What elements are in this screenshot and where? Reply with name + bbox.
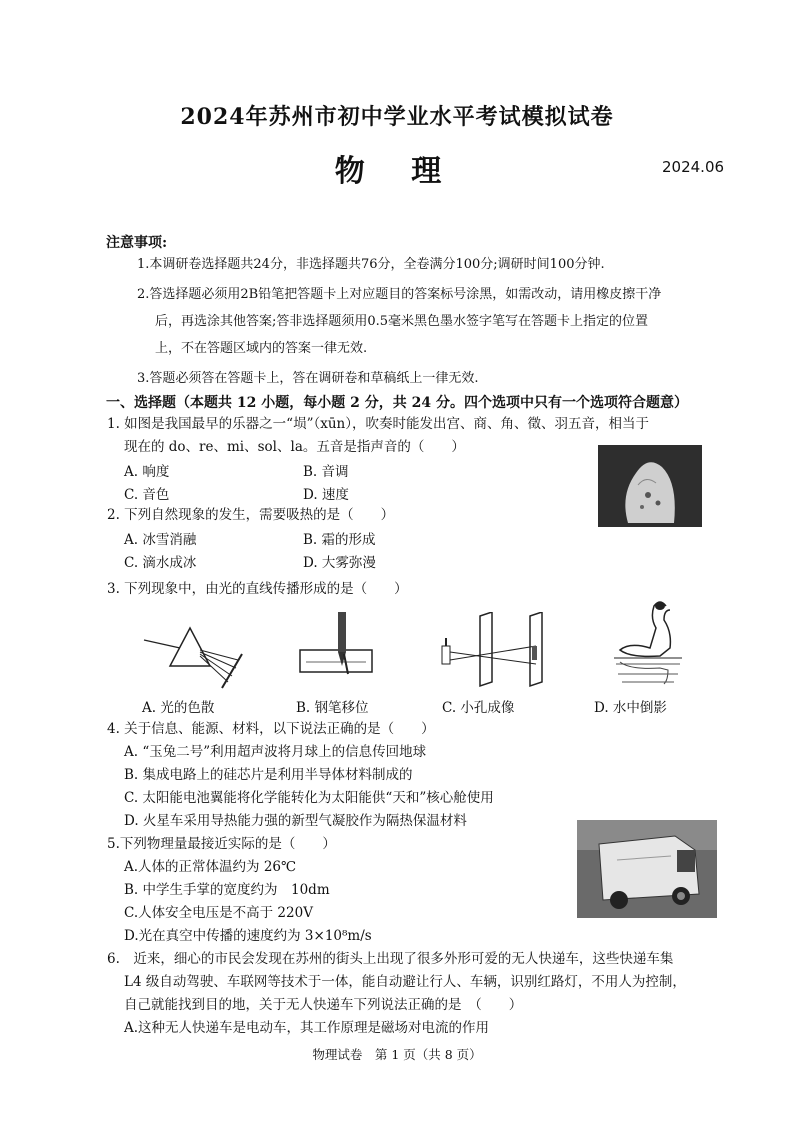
notes-heading: 注意事项: [106, 235, 168, 251]
xun-instrument-photo [598, 445, 702, 527]
q2-option-c: C. 滴水成冰 [124, 555, 197, 571]
q6-stem-line-1: 6. 近来，细心的市民会发现在苏州的街头上出现了很多外形可爱的无人快递车，这些快递车集 [107, 951, 674, 967]
q4-option-b: B. 集成电路上的硅芯片是利用半导体材料制成的 [124, 767, 413, 783]
q4-option-d: D. 火星车采用导热能力强的新型气凝胶作为隔热保温材料 [124, 813, 467, 829]
q3-stem: 3. 下列现象中，由光的直线传播形成的是（ ） [107, 581, 408, 597]
exam-date: 2024.06 [662, 158, 725, 176]
q1-stem-line-2: 现在的 do、re、mi、sol、la。五音是指声音的（ ） [124, 439, 465, 455]
q6-option-a: A.这种无人快递车是电动车，其工作原理是磁场对电流的作用 [124, 1020, 490, 1036]
note-1: 1.本调研卷选择题共24分，非选择题共76分，全卷满分100分;调研时间100分钟. [137, 257, 605, 272]
q3-option-a: A. 光的色散 [142, 700, 215, 716]
q5-option-b: B. 中学生手掌的宽度约为 10dm [124, 882, 330, 898]
q5-option-c: C.人体安全电压是不高于 220V [124, 905, 313, 921]
q3-option-c: C. 小孔成像 [442, 700, 515, 716]
q1-option-b: B. 音调 [303, 464, 349, 480]
section-heading-choice: 一、选择题（本题共 12 小题，每小题 2 分，共 24 分。四个选项中只有一个选项符合题意） [106, 395, 688, 411]
note-2-line-1: 2.答选择题必须用2B铅笔把答题卡上对应题目的答案标号涂黑，如需改动，请用橡皮擦干净 [137, 287, 662, 302]
prism-dispersion-figure [140, 608, 250, 690]
q2-option-d: D. 大雾弥漫 [303, 555, 376, 571]
q6-stem-line-3: 自己就能找到目的地，关于无人快递车下列说法正确的是 （ ） [124, 997, 523, 1013]
delivery-vehicle-photo [577, 820, 717, 918]
q3-option-b: B. 钢笔移位 [296, 700, 369, 716]
note-2-line-2: 后，再选涂其他答案;答非选择题须用0.5毫米黑色墨水签字笔写在答题卡上指定的位置 [155, 314, 649, 329]
q5-option-d: D.光在真空中传播的速度约为 3×10⁸m/s [124, 928, 372, 944]
pen-displacement-figure [296, 610, 376, 690]
q1-option-d: D. 速度 [303, 487, 349, 503]
q6-stem-line-2: L4 级自动驾驶、车联网等技术于一体，能自动避让行人、车辆，识别红路灯，不用人为控制， [124, 974, 686, 990]
water-reflection-figure [610, 598, 686, 690]
note-2-line-3: 上，不在答题区域内的答案一律无效. [155, 341, 368, 356]
q1-option-a: A. 响度 [124, 464, 170, 480]
q3-option-d: D. 水中倒影 [594, 700, 667, 716]
q2-option-b: B. 霜的形成 [303, 532, 376, 548]
q2-stem: 2. 下列自然现象的发生，需要吸热的是（ ） [107, 507, 395, 523]
exam-title: 2024年苏州市初中学业水平考试模拟试卷 [180, 104, 614, 130]
q4-option-c: C. 太阳能电池翼能将化学能转化为太阳能供“天和”核心舱使用 [124, 790, 494, 806]
q5-stem: 5.下列物理量最接近实际的是（ ） [107, 836, 336, 852]
q2-option-a: A. 冰雪消融 [124, 532, 197, 548]
q4-option-a: A. “玉兔二号”利用超声波将月球上的信息传回地球 [124, 744, 427, 760]
q4-stem: 4. 关于信息、能源、材料，以下说法正确的是（ ） [107, 721, 435, 737]
subject-title: 物 理 [334, 154, 460, 189]
q1-stem-line-1: 1. 如图是我国最早的乐器之一“埙”（xūn），吹奏时能发出宫、商、角、徵、羽五音，相当于 [107, 416, 649, 432]
note-3: 3.答题必须答在答题卡上，答在调研卷和草稿纸上一律无效. [137, 371, 479, 386]
q1-option-c: C. 音色 [124, 487, 170, 503]
page-footer: 物理试卷 第 1 页（共 8 页） [312, 1047, 482, 1062]
pinhole-imaging-figure [436, 612, 548, 690]
q5-option-a: A.人体的正常体温约为 26℃ [124, 859, 297, 875]
